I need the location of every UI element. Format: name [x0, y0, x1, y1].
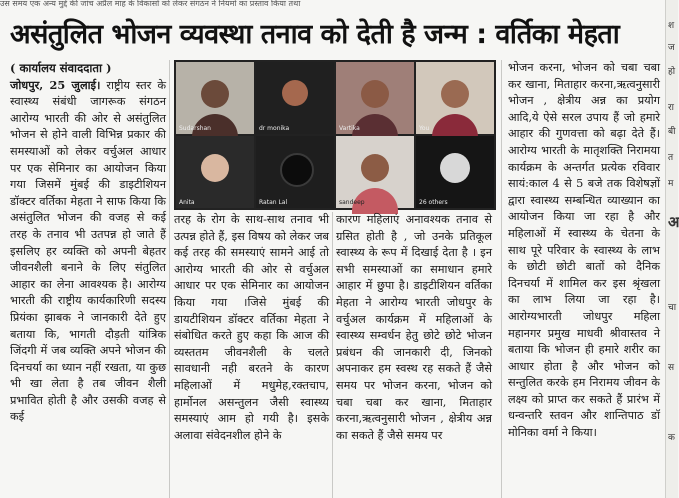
participant-tile — [416, 62, 494, 134]
edge-fragment: रा — [668, 103, 675, 113]
avatar-icon — [440, 153, 470, 183]
participant-tile — [176, 136, 254, 208]
participant-name: Ratan Lal — [259, 199, 288, 206]
edge-fragment: क — [668, 433, 675, 443]
edge-fragment: म — [668, 179, 674, 189]
headline: असंतुलित भोजन व्यवस्था तनाव को देती है जन्म : वर्तिका मेहता — [10, 19, 620, 50]
person-face — [282, 80, 308, 106]
person-face — [201, 80, 229, 108]
edge-fragment: हो — [668, 67, 676, 77]
participant-name: Sudarshan — [179, 125, 211, 132]
column-divider — [332, 212, 333, 498]
edge-fragment: श — [668, 21, 675, 31]
column-3-text: कारण महिलाएं अनावश्यक तनाव से ग्रसित होती है , जो उनके प्रतिकूल स्वास्थ्य के रूप में दिखाई देता है । इन सभी समस्याओं का समाधान हमारे आहार में छुपा है। डाइटीशियन वर्तिका मेहता ने आरोग्य भारती जोधपुर के वर्चुअल कार्यक्रम में महिलाओं के स्वास्थ्य सम्वर्धन हेतु छोटे छोटे भोजन प्रबंधन की जानकारी दी, जिनको अपनाकर हम स्वस्थ रह सकते हैं जैसे समय पर भोजन करना, भोजन को चबा चबा कर खाना, मिताहार करना,ऋत्वनुसारी भोजन , क्षेत्रीय अन्न का सकते हैं जैसे समय पर — [336, 213, 492, 442]
participant-name: Vartika — [339, 125, 360, 132]
participant-tile — [336, 62, 414, 134]
column-4-text: भोजन करना, भोजन को चबा चबा कर खाना, मिताहार करना,ऋत्वनुसारी भोजन , क्षेत्रीय अन्न का प्रयोग आदि,ये ऐसे सरल उपाय हैं जो हमारे आहार की गुणवत्ता को बढ़ा देते हैं। आरोग्य भारती के मातृशक्ति निरामया कार्यक्रम के अन्तर्गत प्रत्येक रविवार सायं:काल 4 से 5 बजे तक विशेषज्ञों द्वारा स्वास्थ्य सम्बन्धित व्याख्यान का आयोजन किया जा रहा है और महिलाओं में स्वास्थ्य के चेतना के साथ पूरे परिवार के स्वास्थ्य के लाभ के छोटी छोटी बातों को दैनिक दिनचर्या में शामिल कर इस श्रृंखला का लाभ लिया जा रहा है। आरोग्यभारती जोधपुर महिला महानगर प्रमुख माधवी श्रीवास्तव ने बताया कि भोजन ही हमारे शरीर का आधार होता है और भोजन को सन्तुलित करके हम निरामय जीवन के लक्ष्य को प्राप्त कर सकते हैं प्रारंभ में धन्वन्तरि स्तवन और शान्तिपाठ डॉ मोनिका वर्मा ने किया। — [508, 61, 660, 440]
avatar-icon — [280, 153, 314, 187]
person-face — [441, 80, 469, 108]
participant-tile — [256, 136, 334, 208]
participant-name: sandeep — [339, 199, 365, 206]
dateline: जोधपुर, 25 जुलाई। — [10, 77, 101, 92]
column-2-text: तरह के रोग के साथ-साथ तनाव भी उत्पन्न होते हैं, इस विषय को लेकर जब कई तरह की समस्याएं सामने आई तो आरोग्य भारती की ओर से वर्चुअल आधार पर एक सेमिनार का आयोजन किया गया ।जिसे मुंबई की डायटीशियन डॉक्टर वर्तिका मेहता ने संबोधित करते हुए कहा कि आज की व्यस्ततम जीवनशैली के चलते सावधानी नही बरतने के कारण महिलाओं में मधुमेह,रक्तचाप, हार्मोनल असन्तुलन जैसी स्वास्थ्य समस्याएं आम हो गयी है। इसके अलावा संवेदनशील होने के — [174, 213, 329, 442]
column-divider — [501, 60, 502, 498]
participant-name: dr monika — [259, 125, 290, 132]
person-face — [361, 80, 389, 108]
person-face — [201, 154, 229, 182]
person-face — [361, 154, 389, 182]
edge-fragment: त — [668, 153, 674, 163]
article-column-4 — [508, 60, 660, 498]
participant-tile — [416, 136, 494, 208]
adjacent-page-edge — [665, 0, 678, 498]
edge-fragment: स — [668, 363, 675, 373]
column-divider — [169, 60, 170, 498]
edge-fragment: अ — [668, 213, 679, 231]
article-column-3 — [336, 212, 492, 498]
participant-tile — [256, 62, 334, 134]
participant-name: You — [419, 125, 430, 132]
edge-fragment: बी — [668, 127, 676, 137]
participant-name: 26 others — [419, 199, 448, 206]
article-column-1 — [10, 60, 166, 498]
participant-tile — [336, 136, 414, 208]
column-1-text: राष्ट्रीय स्तर के स्वास्थ्य संबंधी जागरूक संगठन आरोग्य भारती की ओर से असंतुलित भोजन से होने वाली विभिन्न प्रकार की समस्याओं को लेकर वर्चुअल आधार पर एक सेमिनार का आयोजन किया गया जिसमें मुंबई की डाइटीशियन डॉक्टर वर्तिका मेहता ने साफ किया कि असंतुलित भोजन की वजह से कई तरह के तनाव भी उतपन्न हो जाते हैं इसलिए हर व्यक्ति को अपनी बेहतर जीवनशैली बनाने के लिए संतुलित आहार का लेना आवश्यक है। आरोग्य भारती की राष्ट्रीय कार्यकारिणी सदस्य प्रियंका झाबक ने जानकारी देते हुए बताया कि, भागती दौड़ती यांत्रिक जिंदगी में जब व्यक्ति अपने भोजन की दिनचर्या का ध्यान नहीं रखता, या कुछ भी खा लेता है तब जीवन शैली प्रभावित होती है और उसकी वजह से कई — [10, 78, 167, 424]
article-column-2 — [174, 212, 329, 498]
participant-name: Anita — [179, 199, 195, 206]
video-conference-photo — [174, 60, 496, 210]
edge-fragment: चा — [668, 303, 677, 313]
previous-article-strip: उस समय एक अन्य मुद्दे की जांच अप्रैल माह के विकासों को लेकर संगठन ने नियमों का प्रस्ताव किया तथा — [0, 0, 301, 8]
participant-tile — [176, 62, 254, 134]
edge-fragment: ज — [668, 43, 675, 53]
byline: ( कार्यालय संवाददाता ) — [10, 61, 112, 75]
